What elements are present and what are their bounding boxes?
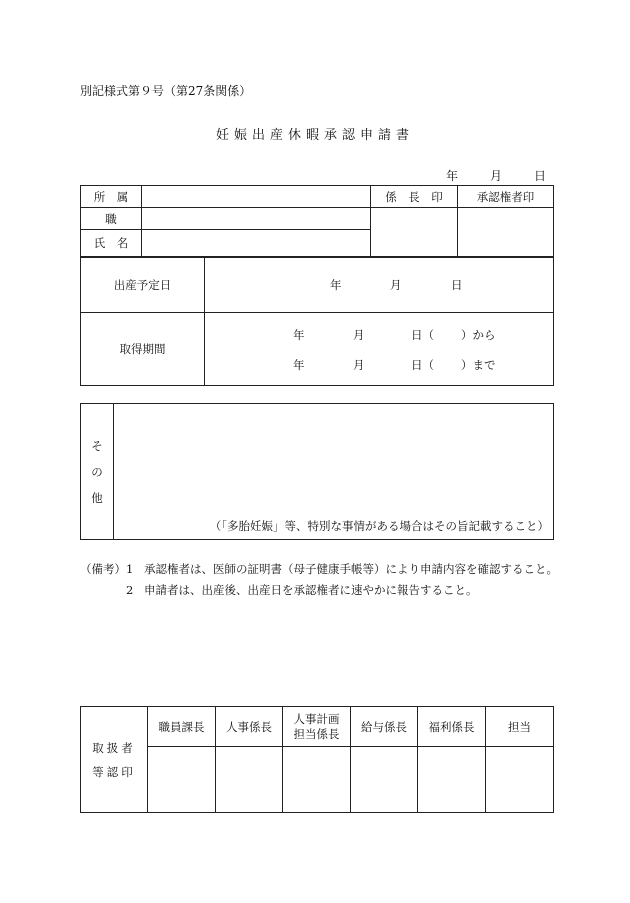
name-field[interactable] (142, 230, 371, 257)
due-year-label: 年 (330, 278, 342, 292)
from-suffix-label: ）から (461, 328, 496, 342)
to-suffix-label: ）まで (461, 358, 496, 372)
date-day-label: 日 (533, 169, 546, 183)
period-field[interactable] (205, 313, 554, 386)
other-label-char-2: の (91, 464, 103, 479)
due-month-label: 月 (390, 278, 402, 292)
to-month-label: 月 (353, 358, 365, 372)
date-year-label: 年 (446, 169, 459, 183)
position-field[interactable] (142, 208, 371, 230)
dates-table (80, 257, 554, 386)
approval-label-line-1: 取扱者 (92, 740, 136, 755)
due-day-label: 日 (451, 278, 463, 292)
note-number: 1 (126, 562, 134, 576)
col-hr-chief: 人事係長 (216, 707, 283, 747)
seal-box-welfare-chief[interactable] (418, 747, 486, 813)
col-personnel-manager: 職員課長 (148, 707, 216, 747)
approval-label (81, 707, 148, 813)
to-day-label: 日（ (411, 358, 434, 372)
affiliation-label: 所 属 (81, 186, 142, 208)
approval-label-line-2: 等認印 (92, 764, 136, 779)
applicant-table (80, 185, 554, 257)
other-table (80, 403, 554, 540)
note-item (80, 559, 560, 580)
note-text: 承認権者は、医師の証明書（母子健康手帳等）により申請内容を確認すること。 (144, 562, 558, 576)
approver-seal-label: 承認権者印 (458, 186, 554, 208)
chief-seal-label: 係 長 印 (371, 186, 458, 208)
chief-seal-box[interactable] (371, 208, 458, 257)
application-date (446, 167, 546, 184)
note-text: 申請者は、出産後、出産日を承認権者に速やかに報告すること。 (144, 583, 478, 597)
col-hr-planning-line-2: 担当係長 (293, 726, 340, 741)
other-label-char-3: 他 (91, 490, 103, 505)
from-year-label: 年 (293, 328, 305, 342)
other-field[interactable] (114, 404, 554, 540)
notes-label: （備考） (80, 562, 126, 576)
note-number: 2 (126, 583, 134, 597)
other-label-char-1: そ (91, 438, 103, 453)
date-month-label: 月 (489, 169, 502, 183)
approver-seal-box[interactable] (458, 208, 554, 257)
note-item (80, 580, 560, 601)
from-month-label: 月 (353, 328, 365, 342)
col-salary-chief: 給与係長 (351, 707, 418, 747)
period-label: 取得期間 (81, 313, 205, 386)
to-year-label: 年 (293, 358, 305, 372)
other-label (81, 404, 114, 540)
due-date-field[interactable] (205, 258, 554, 313)
col-staff: 担当 (486, 707, 554, 747)
due-date-label: 出産予定日 (81, 258, 205, 313)
seal-box-hr-chief[interactable] (216, 747, 283, 813)
other-note: （「多胎妊娠」等、特別な事情がある場合はその旨記載すること） (209, 519, 549, 533)
from-day-label: 日（ (411, 328, 434, 342)
seal-box-staff[interactable] (486, 747, 554, 813)
seal-box-salary-chief[interactable] (351, 747, 418, 813)
col-welfare-chief: 福利係長 (418, 707, 486, 747)
notes-section (80, 559, 560, 601)
seal-box-personnel-manager[interactable] (148, 747, 216, 813)
approval-table (80, 706, 554, 813)
name-label: 氏 名 (81, 230, 142, 257)
position-label: 職 (81, 208, 142, 230)
affiliation-field[interactable] (142, 186, 371, 208)
form-reference: 別記様式第９号（第27条関係） (80, 84, 252, 98)
col-hr-planning-line-1: 人事計画 (293, 711, 340, 726)
col-hr-planning-chief (283, 707, 351, 747)
seal-box-hr-planning-chief[interactable] (283, 747, 351, 813)
page-title: 妊娠出産休暇承認申請書 (215, 128, 414, 143)
